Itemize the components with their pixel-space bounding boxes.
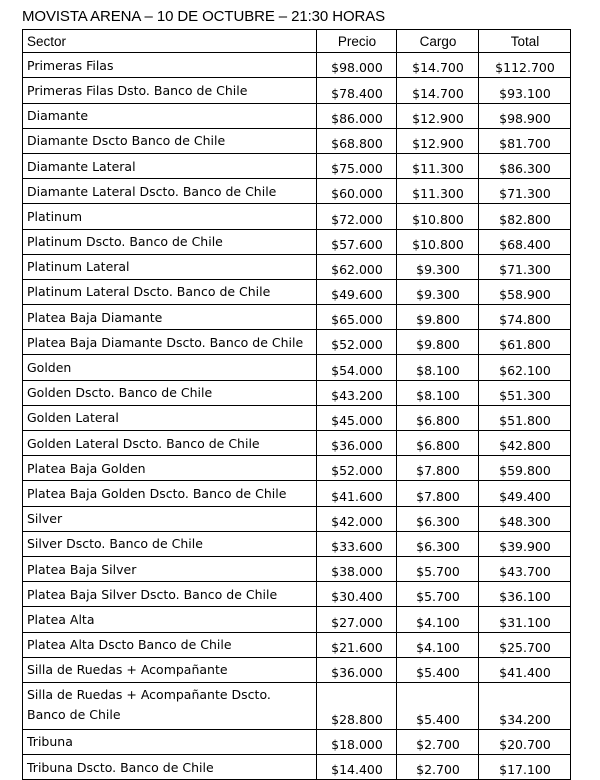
table-row	[23, 632, 571, 657]
table-row	[23, 405, 571, 430]
table-row	[23, 53, 571, 78]
cell-precio: $43.200	[317, 380, 397, 405]
cell-sector: Silver Dscto. Banco de Chile	[23, 531, 317, 556]
cell-precio: $18.000	[317, 729, 397, 754]
cell-precio: $52.000	[317, 456, 397, 481]
cell-total: $74.800	[479, 305, 571, 330]
cell-precio: $38.000	[317, 556, 397, 581]
cell-sector: Platea Baja Diamante Dscto. Banco de Chile	[23, 330, 317, 355]
cell-total: $112.700	[479, 53, 571, 78]
cell-sector: Silla de Ruedas + Acompañante Dscto. Banco de Chile	[23, 682, 317, 729]
cell-sector: Golden Lateral Dscto. Banco de Chile	[23, 431, 317, 456]
table-row	[23, 607, 571, 632]
cell-total: $61.800	[479, 330, 571, 355]
cell-precio: $62.000	[317, 254, 397, 279]
table-row	[23, 279, 571, 304]
cell-precio: $21.600	[317, 632, 397, 657]
cell-total: $31.100	[479, 607, 571, 632]
cell-cargo: $14.700	[397, 53, 479, 78]
cell-cargo: $6.800	[397, 405, 479, 430]
cell-precio: $41.600	[317, 481, 397, 506]
cell-sector: Tribuna	[23, 729, 317, 754]
cell-total: $49.400	[479, 481, 571, 506]
table-row	[23, 103, 571, 128]
cell-total: $20.700	[479, 729, 571, 754]
cell-sector: Golden Lateral	[23, 405, 317, 430]
cell-total: $82.800	[479, 204, 571, 229]
table-row	[23, 355, 571, 380]
table-row	[23, 204, 571, 229]
cell-total: $68.400	[479, 229, 571, 254]
cell-total: $39.900	[479, 531, 571, 556]
cell-sector: Platea Alta Dscto Banco de Chile	[23, 632, 317, 657]
cell-cargo: $10.800	[397, 229, 479, 254]
cell-precio: $78.400	[317, 78, 397, 103]
table-row	[23, 128, 571, 153]
cell-precio: $27.000	[317, 607, 397, 632]
header-sector: Sector	[23, 30, 317, 53]
cell-cargo: $2.700	[397, 729, 479, 754]
cell-total: $42.800	[479, 431, 571, 456]
cell-sector: Platinum Lateral Dscto. Banco de Chile	[23, 279, 317, 304]
cell-sector: Diamante	[23, 103, 317, 128]
cell-total: $25.700	[479, 632, 571, 657]
table-row	[23, 481, 571, 506]
cell-total: $58.900	[479, 279, 571, 304]
cell-precio: $36.000	[317, 431, 397, 456]
cell-total: $51.300	[479, 380, 571, 405]
cell-total: $41.400	[479, 657, 571, 682]
table-header-row	[23, 30, 571, 53]
cell-cargo: $8.100	[397, 380, 479, 405]
cell-sector: Golden Dscto. Banco de Chile	[23, 380, 317, 405]
cell-precio: $36.000	[317, 657, 397, 682]
table-row	[23, 729, 571, 754]
cell-sector: Platea Alta	[23, 607, 317, 632]
cell-total: $17.100	[479, 755, 571, 780]
cell-precio: $75.000	[317, 153, 397, 178]
header-total: Total	[479, 30, 571, 53]
cell-cargo: $5.700	[397, 556, 479, 581]
cell-sector: Platea Baja Silver Dscto. Banco de Chile	[23, 582, 317, 607]
cell-cargo: $9.800	[397, 330, 479, 355]
cell-total: $93.100	[479, 78, 571, 103]
table-body	[23, 53, 571, 780]
cell-cargo: $7.800	[397, 456, 479, 481]
cell-sector: Platea Baja Diamante	[23, 305, 317, 330]
cell-sector: Diamante Lateral	[23, 153, 317, 178]
cell-total: $71.300	[479, 254, 571, 279]
cell-cargo: $4.100	[397, 632, 479, 657]
cell-total: $86.300	[479, 153, 571, 178]
cell-sector: Platea Baja Golden	[23, 456, 317, 481]
cell-precio: $68.800	[317, 128, 397, 153]
cell-precio: $49.600	[317, 279, 397, 304]
cell-cargo: $9.300	[397, 279, 479, 304]
cell-total: $34.200	[479, 682, 571, 729]
cell-total: $43.700	[479, 556, 571, 581]
cell-cargo: $2.700	[397, 755, 479, 780]
table-row	[23, 506, 571, 531]
cell-precio: $54.000	[317, 355, 397, 380]
cell-total: $71.300	[479, 179, 571, 204]
cell-precio: $98.000	[317, 53, 397, 78]
cell-cargo: $11.300	[397, 179, 479, 204]
cell-cargo: $9.800	[397, 305, 479, 330]
cell-cargo: $11.300	[397, 153, 479, 178]
cell-precio: $65.000	[317, 305, 397, 330]
cell-total: $51.800	[479, 405, 571, 430]
cell-sector: Platinum	[23, 204, 317, 229]
cell-sector: Platinum Lateral	[23, 254, 317, 279]
cell-precio: $86.000	[317, 103, 397, 128]
cell-cargo: $14.700	[397, 78, 479, 103]
price-table	[22, 29, 571, 780]
cell-sector: Primeras Filas Dsto. Banco de Chile	[23, 78, 317, 103]
table-row	[23, 582, 571, 607]
cell-sector: Platinum Dscto. Banco de Chile	[23, 229, 317, 254]
cell-cargo: $10.800	[397, 204, 479, 229]
cell-cargo: $5.700	[397, 582, 479, 607]
cell-precio: $72.000	[317, 204, 397, 229]
table-row	[23, 78, 571, 103]
cell-sector: Tribuna Dscto. Banco de Chile	[23, 755, 317, 780]
header-precio: Precio	[317, 30, 397, 53]
cell-precio: $52.000	[317, 330, 397, 355]
cell-cargo: $4.100	[397, 607, 479, 632]
cell-sector: Primeras Filas	[23, 53, 317, 78]
cell-precio: $30.400	[317, 582, 397, 607]
cell-cargo: $5.400	[397, 682, 479, 729]
cell-sector: Diamante Dscto Banco de Chile	[23, 128, 317, 153]
cell-cargo: $8.100	[397, 355, 479, 380]
cell-sector: Platea Baja Golden Dscto. Banco de Chile	[23, 481, 317, 506]
cell-sector: Golden	[23, 355, 317, 380]
cell-sector: Silver	[23, 506, 317, 531]
table-row	[23, 380, 571, 405]
cell-total: $59.800	[479, 456, 571, 481]
cell-total: $81.700	[479, 128, 571, 153]
table-row	[23, 556, 571, 581]
cell-cargo: $5.400	[397, 657, 479, 682]
cell-cargo: $6.800	[397, 431, 479, 456]
cell-total: $98.900	[479, 103, 571, 128]
cell-total: $48.300	[479, 506, 571, 531]
cell-precio: $45.000	[317, 405, 397, 430]
table-row	[23, 531, 571, 556]
table-row	[23, 431, 571, 456]
cell-precio: $28.800	[317, 682, 397, 729]
cell-precio: $60.000	[317, 179, 397, 204]
cell-cargo: $12.900	[397, 128, 479, 153]
cell-sector: Diamante Lateral Dscto. Banco de Chile	[23, 179, 317, 204]
table-row	[23, 305, 571, 330]
cell-total: $62.100	[479, 355, 571, 380]
table-row	[23, 153, 571, 178]
table-row	[23, 330, 571, 355]
table-row	[23, 179, 571, 204]
cell-total: $36.100	[479, 582, 571, 607]
cell-precio: $42.000	[317, 506, 397, 531]
table-row	[23, 755, 571, 780]
cell-cargo: $7.800	[397, 481, 479, 506]
cell-cargo: $6.300	[397, 506, 479, 531]
cell-precio: $33.600	[317, 531, 397, 556]
cell-precio: $14.400	[317, 755, 397, 780]
table-row	[23, 229, 571, 254]
cell-sector: Platea Baja Silver	[23, 556, 317, 581]
table-row	[23, 254, 571, 279]
table-row	[23, 682, 571, 729]
header-cargo: Cargo	[397, 30, 479, 53]
cell-sector: Silla de Ruedas + Acompañante	[23, 657, 317, 682]
page-title: MOVISTA ARENA – 10 DE OCTUBRE – 21:30 HORAS	[22, 8, 386, 25]
table-row	[23, 456, 571, 481]
cell-cargo: $12.900	[397, 103, 479, 128]
cell-cargo: $6.300	[397, 531, 479, 556]
table-row	[23, 657, 571, 682]
cell-cargo: $9.300	[397, 254, 479, 279]
cell-precio: $57.600	[317, 229, 397, 254]
